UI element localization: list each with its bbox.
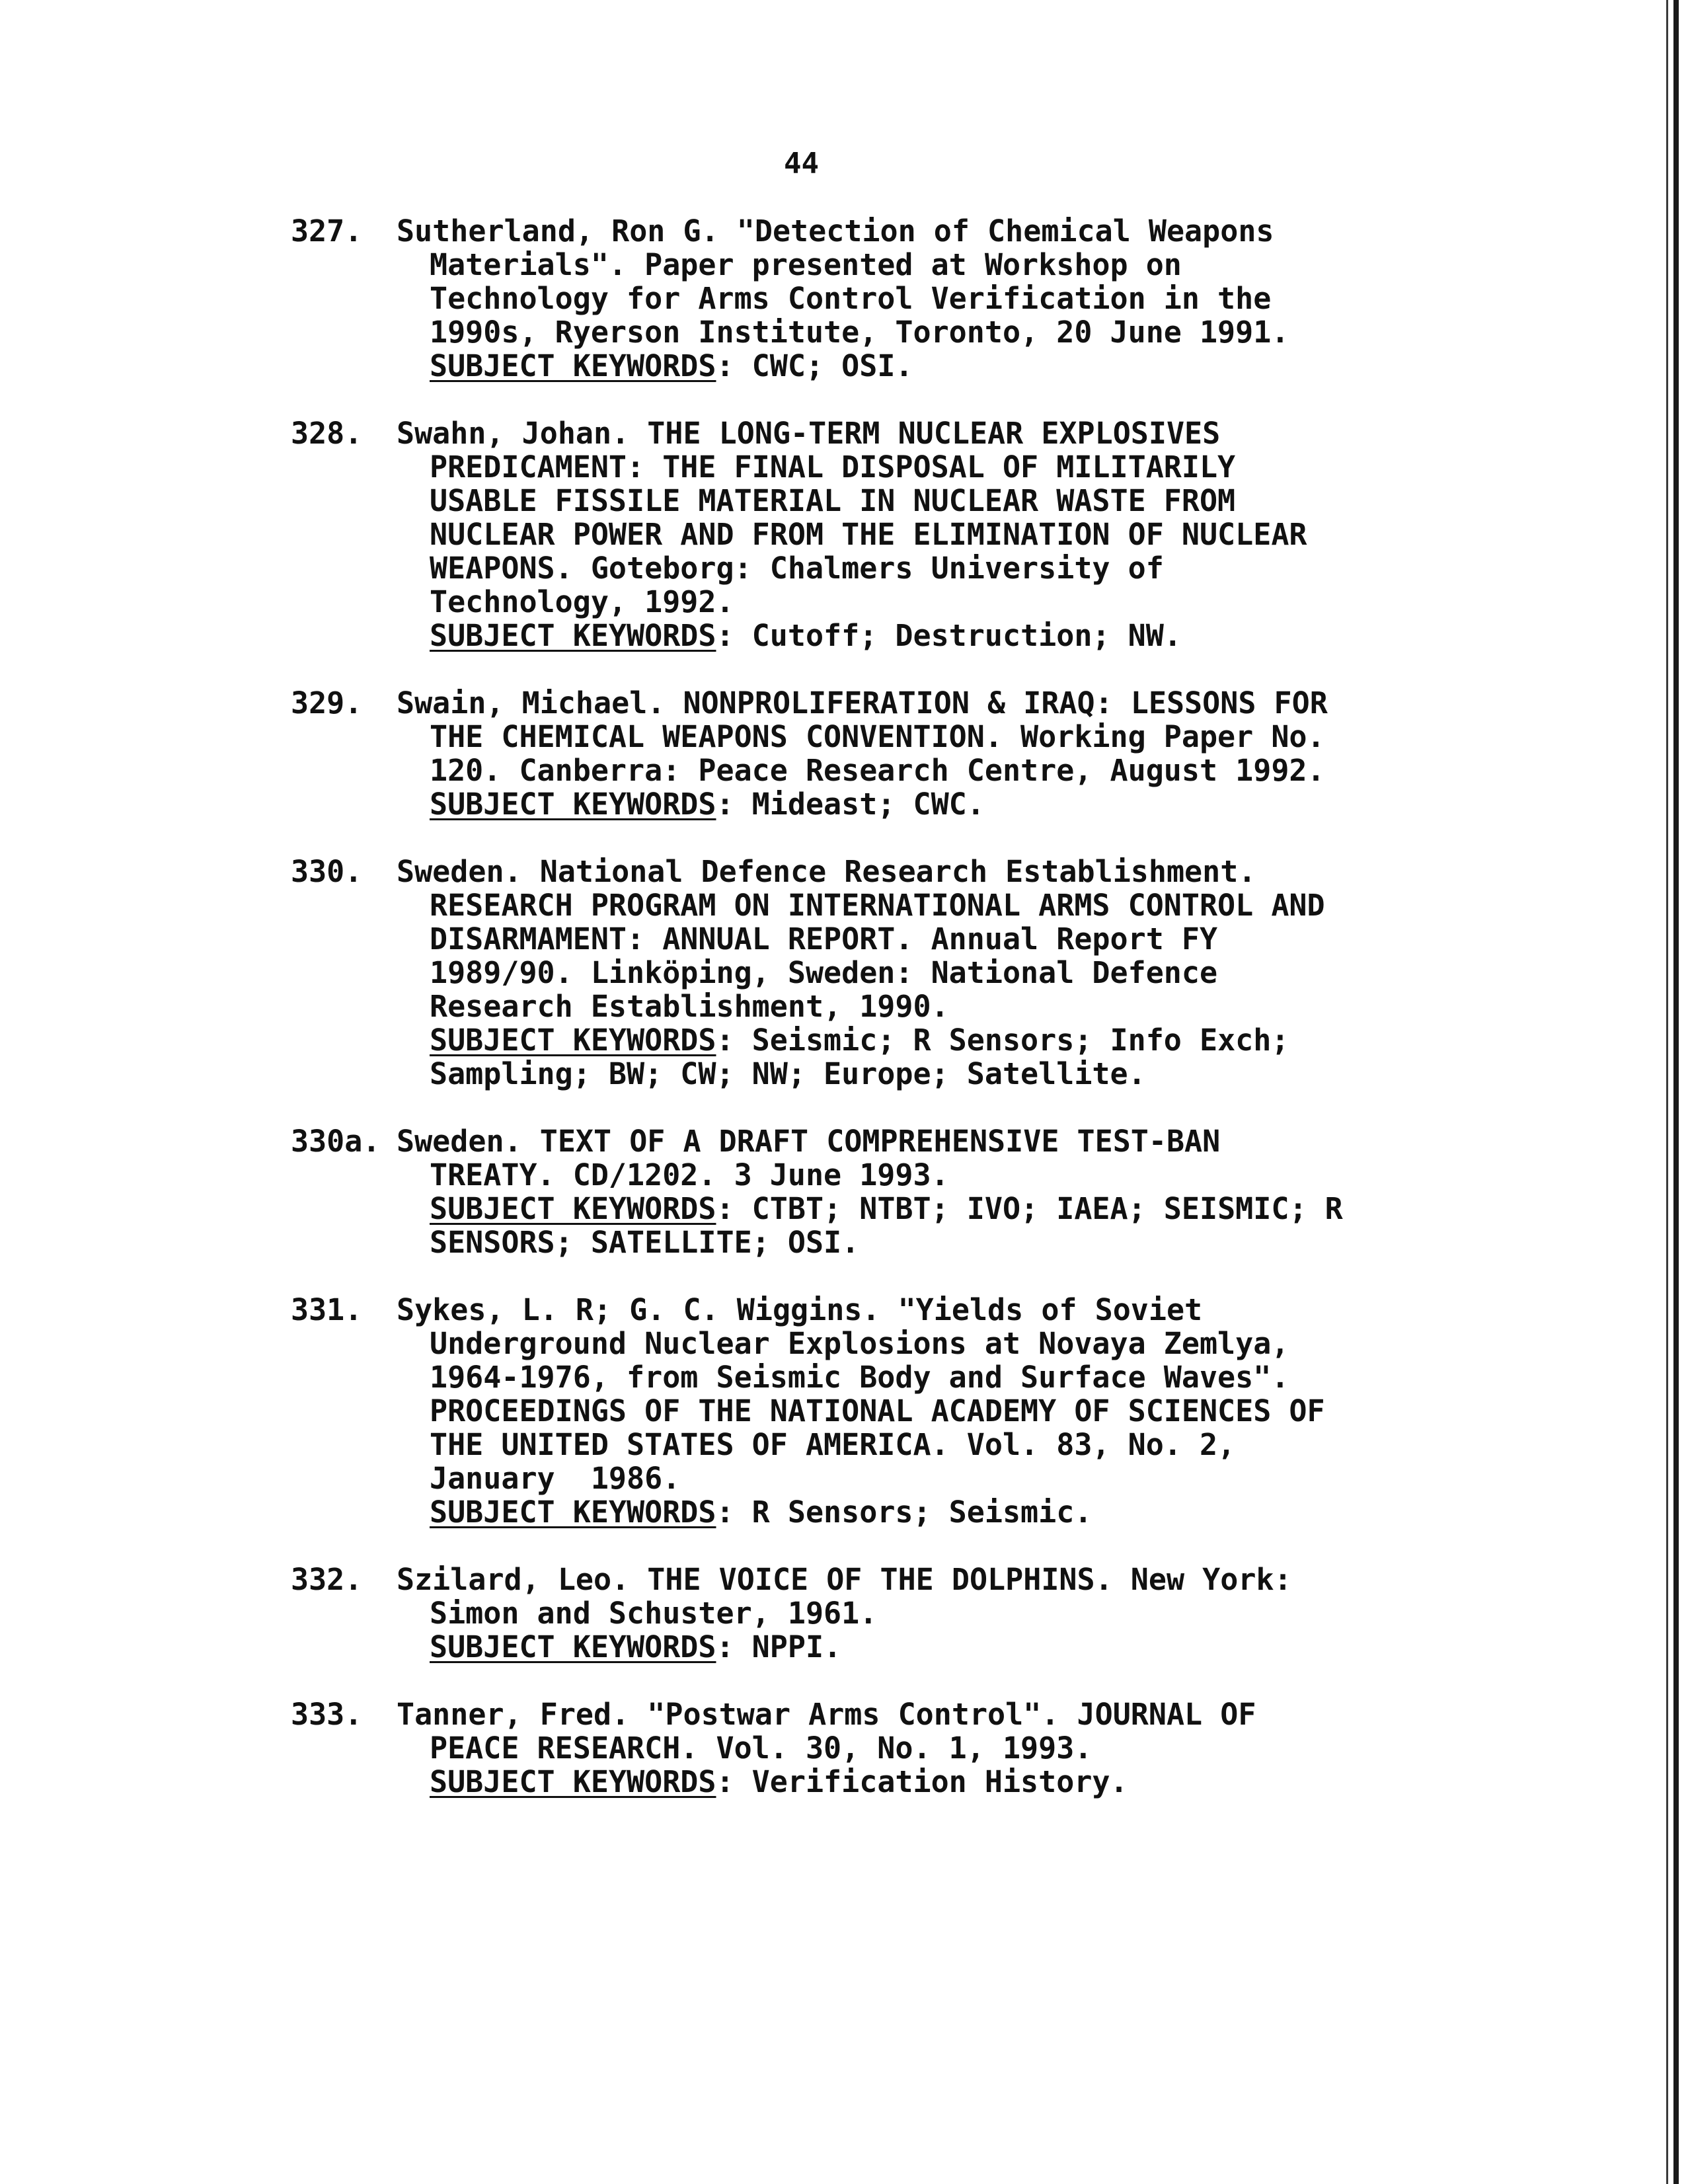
entry-text-line: 1989/90. Linköping, Sweden: National Defence	[430, 955, 1218, 990]
entry-number: 332.	[291, 1562, 363, 1597]
subject-keywords-label: SUBJECT KEYWORDS	[430, 348, 716, 383]
subject-keywords-label: SUBJECT KEYWORDS	[430, 1191, 716, 1226]
subject-keywords-line	[0, 1765, 1688, 1799]
subject-keywords-value: : Mideast; CWC.	[716, 787, 985, 822]
bibliography-entry	[0, 416, 1688, 652]
bibliography-entry	[0, 1563, 1688, 1664]
entry-text-line: USABLE FISSILE MATERIAL IN NUCLEAR WASTE FROM	[430, 483, 1236, 518]
entry-text-line: 1990s, Ryerson Institute, Toronto, 20 June 1991.	[430, 315, 1289, 350]
entry-text-line: Sykes, L. R; G. C. Wiggins. "Yields of Soviet	[397, 1292, 1203, 1327]
entry-number: 330.	[291, 854, 363, 889]
entry-text-line: RESEARCH PROGRAM ON INTERNATIONAL ARMS CONTROL AND	[430, 888, 1325, 923]
entry-number: 327.	[291, 214, 363, 249]
entry-text-line: Research Establishment, 1990.	[430, 989, 949, 1024]
subject-keywords-value: : CWC; OSI.	[716, 348, 913, 383]
entry-number: 330a.	[291, 1124, 381, 1159]
subject-keywords-continued: Sampling; BW; CW; NW; Europe; Satellite.	[430, 1056, 1146, 1091]
subject-keywords-label: SUBJECT KEYWORDS	[430, 1629, 716, 1664]
subject-keywords-label: SUBJECT KEYWORDS	[430, 618, 716, 653]
entry-text-line: Underground Nuclear Explosions at Novaya Zemlya,	[430, 1326, 1289, 1361]
bibliography-entry	[0, 1124, 1688, 1259]
page-edge-border	[1673, 0, 1679, 2184]
entry-text-line: PEACE RESEARCH. Vol. 30, No. 1, 1993.	[430, 1731, 1093, 1766]
subject-keywords-line	[0, 1192, 1688, 1226]
subject-keywords-label: SUBJECT KEYWORDS	[430, 787, 716, 822]
entry-text-line: THE CHEMICAL WEAPONS CONVENTION. Working Paper No.	[430, 719, 1325, 754]
entry-text-line: PROCEEDINGS OF THE NATIONAL ACADEMY OF SCIENCES OF	[430, 1393, 1325, 1428]
entry-number: 329.	[291, 685, 363, 721]
subject-keywords-line	[0, 787, 1688, 821]
bibliography-entry	[0, 1293, 1688, 1529]
page-number: 44	[784, 147, 819, 180]
entry-text-line: TREATY. CD/1202. 3 June 1993.	[430, 1157, 949, 1192]
entry-number: 328.	[291, 416, 363, 451]
subject-keywords-value: : NPPI.	[716, 1629, 842, 1664]
entry-text-line: Technology, 1992.	[430, 584, 734, 619]
entry-text-line: Szilard, Leo. THE VOICE OF THE DOLPHINS. New York:	[397, 1562, 1292, 1597]
subject-keywords-continued: SENSORS; SATELLITE; OSI.	[430, 1225, 860, 1260]
entry-text-line: 120. Canberra: Peace Research Centre, August 1992.	[430, 753, 1325, 788]
entry-text-line: Swahn, Johan. THE LONG-TERM NUCLEAR EXPLOSIVES	[397, 416, 1221, 451]
entry-text-line: Sutherland, Ron G. "Detection of Chemical Weapons	[397, 214, 1274, 249]
subject-keywords-line	[0, 1495, 1688, 1529]
entry-text-line: DISARMAMENT: ANNUAL REPORT. Annual Report FY	[430, 921, 1218, 956]
subject-keywords-label: SUBJECT KEYWORDS	[430, 1023, 716, 1058]
bibliography-entry	[0, 214, 1688, 383]
entry-text-line: Swain, Michael. NONPROLIFERATION & IRAQ: LESSONS FOR	[397, 685, 1328, 721]
subject-keywords-line	[0, 1630, 1688, 1664]
entry-text-line: 1964-1976, from Seismic Body and Surface Waves".	[430, 1360, 1289, 1395]
entry-text-line: Sweden. TEXT OF A DRAFT COMPREHENSIVE TEST-BAN	[397, 1124, 1221, 1159]
bibliography-entry	[0, 1697, 1688, 1799]
bibliography-list	[0, 214, 1688, 1832]
bibliography-entry	[0, 686, 1688, 821]
entry-number: 333.	[291, 1697, 363, 1732]
subject-keywords-value: : CTBT; NTBT; IVO; IAEA; SEISMIC; R	[716, 1191, 1343, 1226]
subject-keywords-label: SUBJECT KEYWORDS	[430, 1764, 716, 1799]
entry-text-line: Tanner, Fred. "Postwar Arms Control". JOURNAL OF	[397, 1697, 1256, 1732]
entry-text-line: Technology for Arms Control Verification in the	[430, 281, 1272, 316]
page-edge-line	[1666, 0, 1668, 2184]
entry-text-line: Sweden. National Defence Research Establishment.	[397, 854, 1256, 889]
entry-text-line: Simon and Schuster, 1961.	[430, 1596, 878, 1631]
subject-keywords-line	[0, 349, 1688, 383]
subject-keywords-value: : Seismic; R Sensors; Info Exch;	[716, 1023, 1289, 1058]
entry-text-line: PREDICAMENT: THE FINAL DISPOSAL OF MILITARILY	[430, 449, 1236, 485]
subject-keywords-value: : Cutoff; Destruction; NW.	[716, 618, 1182, 653]
subject-keywords-value: : Verification History.	[716, 1764, 1128, 1799]
entry-text-line: January 1986.	[430, 1461, 681, 1496]
entry-number: 331.	[291, 1292, 363, 1327]
entry-text-line: Materials". Paper presented at Workshop on	[430, 247, 1182, 282]
bibliography-entry	[0, 855, 1688, 1091]
subject-keywords-line	[0, 1023, 1688, 1057]
entry-text-line: WEAPONS. Goteborg: Chalmers University of	[430, 551, 1164, 586]
entry-text-line: NUCLEAR POWER AND FROM THE ELIMINATION OF NUCLEAR	[430, 517, 1307, 552]
entry-text-line: THE UNITED STATES OF AMERICA. Vol. 83, No. 2,	[430, 1427, 1236, 1462]
subject-keywords-line	[0, 619, 1688, 652]
subject-keywords-value: : R Sensors; Seismic.	[716, 1495, 1093, 1530]
subject-keywords-label: SUBJECT KEYWORDS	[430, 1495, 716, 1530]
